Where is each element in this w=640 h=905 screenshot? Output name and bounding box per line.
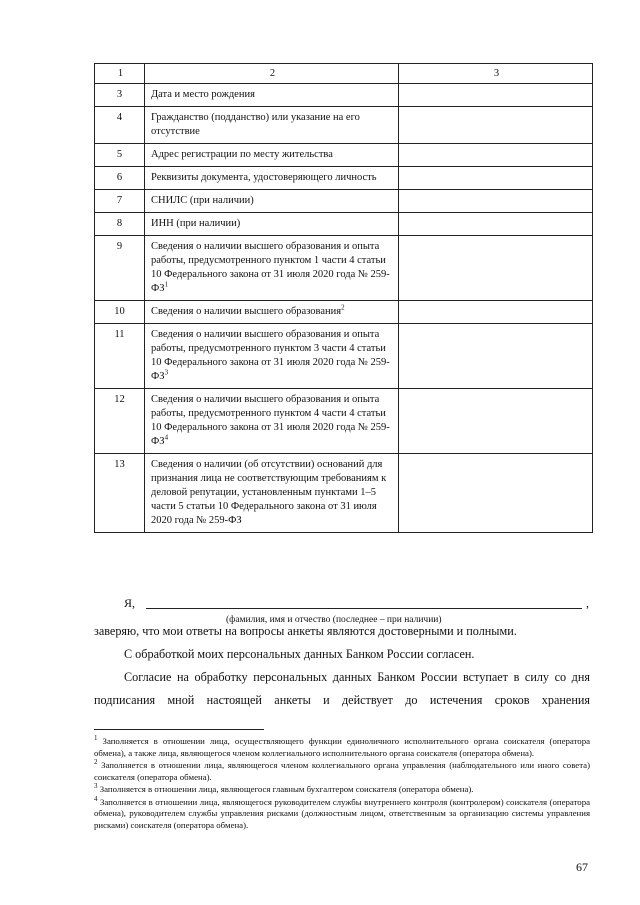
agreement-line-1: Согласие на обработку персональных данных Банком России вступает в силу со дня: [124, 670, 590, 684]
table-header-row: [95, 64, 593, 84]
footnote: [94, 794, 590, 832]
page-number: 67: [576, 860, 588, 874]
header-cell-2: 2: [145, 64, 399, 84]
row-question-text: Сведения о наличии высшего образования и опыта работы, предусмотренного пунктом 1 части 4 статьи 10 Федерального закона от 31 июля 2020 года № 259-ФЗ: [151, 241, 390, 294]
answer-cell: [399, 301, 593, 324]
row-question-text: Сведения о наличии высшего образования: [151, 306, 342, 317]
footnote-text: Заполняется в отношении лица, осуществляющего функции единоличного исполнительного органа соискателя (оператора обмена), а также лица, являющегося членом коллегиального исполнительного органа соискателя (оператора обмена).: [94, 736, 590, 758]
row-number: 3: [95, 84, 145, 107]
row-question: [145, 236, 399, 301]
row-question-text: Гражданство (подданство) или указание на его отсутствие: [151, 112, 360, 137]
answer-cell: [399, 236, 593, 301]
questionnaire-table: [94, 63, 593, 533]
table-row: [95, 454, 593, 533]
row-number: 10: [95, 301, 145, 324]
row-number: 7: [95, 190, 145, 213]
footnote-ref: 2: [341, 303, 345, 312]
table-row: [95, 84, 593, 107]
footnote-text: Заполняется в отношении лица, являющегося членом коллегиального органа управления (наблюдательного или иного совета) соискателя (оператора обмена).: [94, 760, 590, 782]
row-question-text: Реквизиты документа, удостоверяющего личность: [151, 172, 377, 183]
row-number: 8: [95, 213, 145, 236]
row-number: 13: [95, 454, 145, 533]
footnote-mark: 2: [94, 758, 98, 767]
row-question: [145, 454, 399, 533]
table-row: [95, 389, 593, 454]
row-question-text: Сведения о наличии (об отсутствии) оснований для признания лица не соответствующим требованиям к деловой репутации, установленным пунктами 1–5 части 5 статьи 10 Федерального закона от 31 июля 2020 года № 259-ФЗ: [151, 459, 387, 526]
footnote-mark: 1: [94, 734, 98, 743]
signature-caption: (фамилия, имя и отчество (последнее – при наличии): [226, 615, 442, 625]
table-row: [95, 190, 593, 213]
answer-cell: [399, 167, 593, 190]
footnote: [94, 736, 590, 759]
signature-suffix: ,: [586, 596, 589, 610]
footnote-ref: 3: [164, 368, 169, 377]
footnote-separator: [94, 729, 264, 730]
answer-cell: [399, 144, 593, 167]
row-question: [145, 301, 399, 324]
table-row: [95, 107, 593, 144]
row-question-text: Сведения о наличии высшего образования и опыта работы, предусмотренного пунктом 3 части 4 статьи 10 Федерального закона от 31 июля 2020 года № 259-ФЗ: [151, 329, 390, 382]
row-question-text: Дата и место рождения: [151, 89, 255, 100]
footnote: [94, 784, 590, 796]
row-question-text: СНИЛС (при наличии): [151, 195, 254, 206]
answer-cell: [399, 190, 593, 213]
table-row: [95, 236, 593, 301]
row-number: 9: [95, 236, 145, 301]
footnotes: [94, 736, 590, 832]
answer-cell: [399, 454, 593, 533]
agreement-line-2: подписания мной настоящей анкеты и действует до истечения сроков хранения: [94, 693, 590, 707]
row-question-text: ИНН (при наличии): [151, 218, 241, 229]
header-cell-3: 3: [399, 64, 593, 84]
table-row: [95, 301, 593, 324]
table-row: [95, 144, 593, 167]
footnote: [94, 760, 590, 783]
answer-cell: [399, 107, 593, 144]
table-row: [95, 167, 593, 190]
header-cell-1: 1: [95, 64, 145, 84]
row-question: [145, 144, 399, 167]
row-question: [145, 389, 399, 454]
row-number: 4: [95, 107, 145, 144]
row-number: 11: [95, 324, 145, 389]
row-question: [145, 190, 399, 213]
row-question: [145, 324, 399, 389]
answer-cell: [399, 324, 593, 389]
row-number: 12: [95, 389, 145, 454]
footnote-text: Заполняется в отношении лица, являющегося главным бухгалтером соискателя (оператора обмена).: [99, 784, 474, 794]
table-row: [95, 324, 593, 389]
row-question: [145, 167, 399, 190]
row-question-text: Адрес регистрации по месту жительства: [151, 149, 333, 160]
row-question-text: Сведения о наличии высшего образования и опыта работы, предусмотренного пунктом 4 части 4 статьи 10 Федерального закона от 31 июля 2020 года № 259-ФЗ: [151, 394, 390, 447]
row-question: [145, 107, 399, 144]
footnote-text: Заполняется в отношении лица, являющегося руководителем службы внутреннего контроля (контролером) соискателя (оператора обмена), руководителем службы управления рисками (должностным лицом, ответственным за организацию системы управления рисками) соискателя (оператора обмена).: [94, 796, 590, 830]
row-number: 6: [95, 167, 145, 190]
row-question: [145, 84, 399, 107]
footnote-mark: 3: [94, 782, 98, 791]
footnote-ref: 1: [164, 280, 169, 289]
row-question: [145, 213, 399, 236]
answer-cell: [399, 389, 593, 454]
row-number: 5: [95, 144, 145, 167]
footnote-ref: 4: [164, 433, 169, 442]
footnote-mark: 4: [94, 794, 98, 803]
signature-prefix: Я,: [124, 596, 136, 610]
certify-paragraph: заверяю, что мои ответы на вопросы анкеты являются достоверными и полными.: [94, 624, 517, 638]
consent-paragraph: С обработкой моих персональных данных Банком России согласен.: [124, 647, 475, 661]
answer-cell: [399, 213, 593, 236]
table-row: [95, 213, 593, 236]
name-blank-line: [146, 608, 582, 609]
answer-cell: [399, 84, 593, 107]
